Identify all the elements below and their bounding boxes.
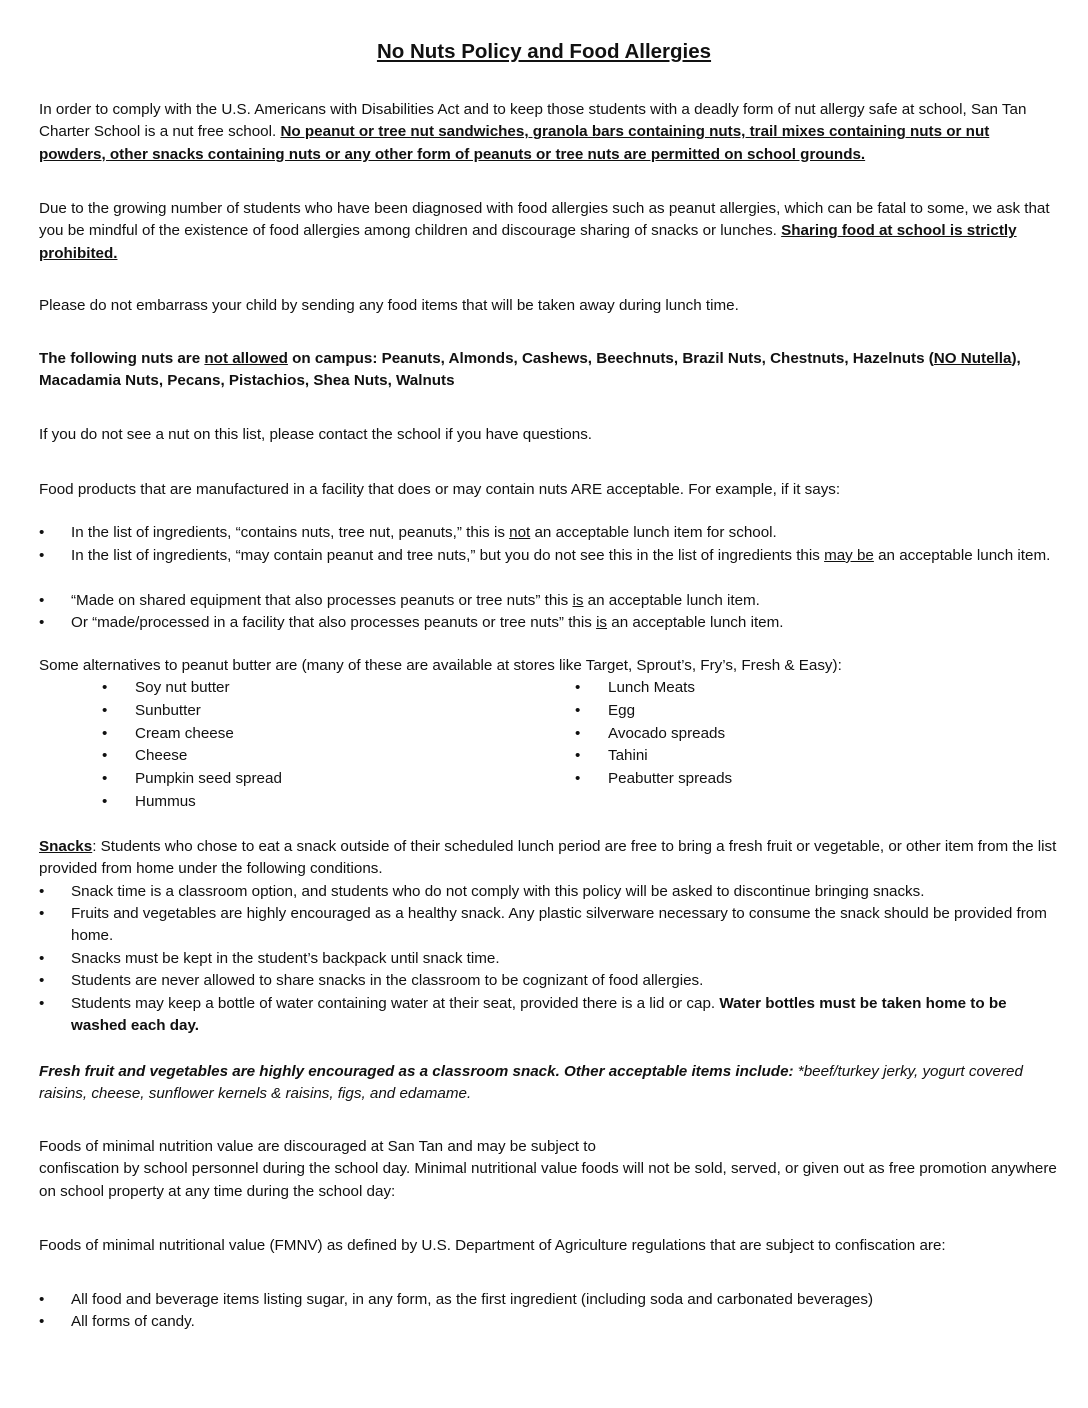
bullet: • [39,972,45,989]
paragraph-fresh-fruit [39,1061,1059,1106]
text: ), Macadamia Nuts, Pecans, Pistachios, Shea Nuts, Walnuts [39,350,1021,390]
text: Tahini [608,747,648,765]
sharing-prohibited: Sharing food at school is strictly prohibited. [39,222,1017,262]
list-item [39,1289,1059,1311]
text: Students may keep a bottle of water containing water at their seat, provided there is a lid or cap. [71,995,720,1012]
text: Peabutter spreads [608,770,733,788]
page-title: No Nuts Policy and Food Allergies [376,40,712,63]
bullet: • [39,592,45,609]
text: is [596,614,608,631]
text: not [509,524,531,541]
text: In the list of ingredients, “may contain peanut and tree nuts,” but you do not see this in the list of ingredients this [71,547,825,564]
bullet: • [102,792,108,810]
list-item [39,970,1059,992]
bullet: • [575,701,581,719]
bullet: • [39,883,45,900]
list-item [102,745,522,768]
text: an acceptable lunch item. [873,547,1051,564]
paragraph-alternatives: Some alternatives to peanut butter are (many of these are available at stores like Target, Sprout’s, Fry’s, Fresh & Easy): [39,657,842,674]
text: Students are never allowed to share snacks in the classroom to be cognizant of food allergies. [71,972,704,989]
text: All forms of candy. [71,1313,195,1330]
list-item [575,677,995,700]
bullet: • [39,614,45,631]
bullet: • [575,724,581,742]
bullet: • [575,770,581,788]
snacks-label: Snacks [39,838,93,855]
list-item [575,768,995,791]
text: Lunch Meats [608,679,695,696]
text: In the list of ingredients, “contains nuts, tree nut, peanuts,” this is [71,524,510,541]
bullet: • [39,950,45,967]
bullet: • [39,905,45,922]
text: Foods of minimal nutrition value are discouraged at San Tan and may be subject to [39,1138,596,1155]
paragraph-fmnv-definition: Foods of minimal nutritional value (FMNV) as defined by U.S. Department of Agriculture regulations that are subject to confiscation are: [39,1237,946,1254]
text: Hummus [135,792,196,810]
text: Egg [608,701,636,719]
no-nutella: NO Nutella [933,350,1012,367]
bullet: • [575,679,581,696]
bullet: • [39,1313,45,1330]
list-item [102,677,522,700]
list-item [39,881,1059,903]
list-item [39,993,1059,1038]
nut-free-rule: No peanut or tree nut sandwiches, granola bars containing nuts, trail mixes containing nuts or nut powders, other snacks containing nuts or any other form of peanuts or tree nuts are permitted on school grounds. [39,123,990,163]
text: Soy nut butter [135,679,230,696]
not-allowed: not allowed [204,350,288,367]
list-item [575,745,995,768]
text: Avocado spreads [608,724,726,742]
text: Cream cheese [135,724,234,742]
text: In order to comply with the U.S. Americans with Disabilities Act and to keep those students with a deadly form of nut allergy safe at school, San Tan Charter School is a nut free school. [39,101,1027,141]
text: Fresh fruit and vegetables are highly encouraged as a classroom snack. Other acceptable items include: [39,1063,794,1080]
list-item [39,1311,1059,1333]
bullet: • [102,747,108,765]
list-item [575,700,995,723]
paragraph-snacks [39,836,1059,881]
paragraph-food-allergies [39,198,1059,265]
bullet: • [102,679,108,696]
bullet: • [102,701,108,719]
bullet: • [39,547,45,564]
text: : Students who chose to eat a snack outside of their scheduled lunch period are free to bring a fresh fruit or vegetable, or other item from the list provided from home under the following conditions. [39,838,1057,878]
bullet: • [102,770,108,788]
text: Cheese [135,747,188,765]
text: Due to the growing number of students who have been diagnosed with food allergies such as peanut allergies, which can be fatal to some, we ask that you be mindful of the existence of food allergies among children and discourage sharing of snacks or lunches. [39,200,1050,240]
text: an acceptable lunch item. [583,592,760,609]
list-item [39,612,1059,634]
text: All food and beverage items listing sugar, in any form, as the first ingredient (including soda and carbonated beverages) [71,1291,874,1308]
list-item [39,522,1059,544]
text: Or “made/processed in a facility that also processes peanuts or tree nuts” this [71,614,597,631]
list-item [102,791,522,814]
text: an acceptable lunch item. [607,614,784,631]
text: Snacks must be kept in the student’s backpack until snack time. [71,950,500,967]
text: Pumpkin seed spread [135,770,282,788]
paragraph-nuts-list [39,348,1059,393]
text: is [572,592,584,609]
bullet: • [39,995,45,1012]
paragraph-facility: Food products that are manufactured in a facility that does or may contain nuts ARE acceptable. For example, if it says: [39,481,841,498]
text: Sunbutter [135,701,201,719]
paragraph-ada-compliance [39,99,1059,166]
list-item [39,590,1059,612]
bullet: • [39,1291,45,1308]
alternatives-right-list [575,677,995,791]
list-item [575,723,995,746]
bullet: • [102,724,108,742]
list-item [39,948,1059,970]
list-item [102,723,522,746]
text: an acceptable lunch item for school. [530,524,777,541]
list-item [102,700,522,723]
list-item [39,903,1059,948]
text: may be [824,547,874,564]
text: “Made on shared equipment that also processes peanuts or tree nuts” this [71,592,573,609]
paragraph-contact-school: If you do not see a nut on this list, please contact the school if you have questions. [39,426,593,443]
water-bottle-rule: Water bottles must be taken home to be washed each day. [71,995,1007,1035]
bullet: • [575,747,581,765]
alternatives-left-list [102,677,522,814]
text: The following nuts are [39,350,205,367]
bullet: • [39,524,45,541]
text: on campus: Peanuts, Almonds, Cashews, Beechnuts, Brazil Nuts, Chestnuts, Hazelnuts ( [287,350,934,367]
list-item [39,545,1059,567]
text: Snack time is a classroom option, and students who do not comply with this policy will be asked to discontinue bringing snacks. [71,883,925,900]
text: confiscation by school personnel during the school day. Minimal nutritional value foods will not be sold, served, or given out as free promotion anywhere on school property at any time during the school day: [39,1160,1057,1200]
text: *beef/turkey jerky, yogurt covered raisins, cheese, sunflower kernels & raisins, figs, and edamame. [39,1063,1023,1103]
paragraph-embarrass: Please do not embarrass your child by sending any food items that will be taken away during lunch time. [39,297,739,314]
text: Fruits and vegetables are highly encouraged as a healthy snack. Any plastic silverware necessary to consume the snack should be provided from home. [71,905,1047,945]
paragraph-minimal-nutrition [39,1136,1059,1203]
list-item [102,768,522,791]
